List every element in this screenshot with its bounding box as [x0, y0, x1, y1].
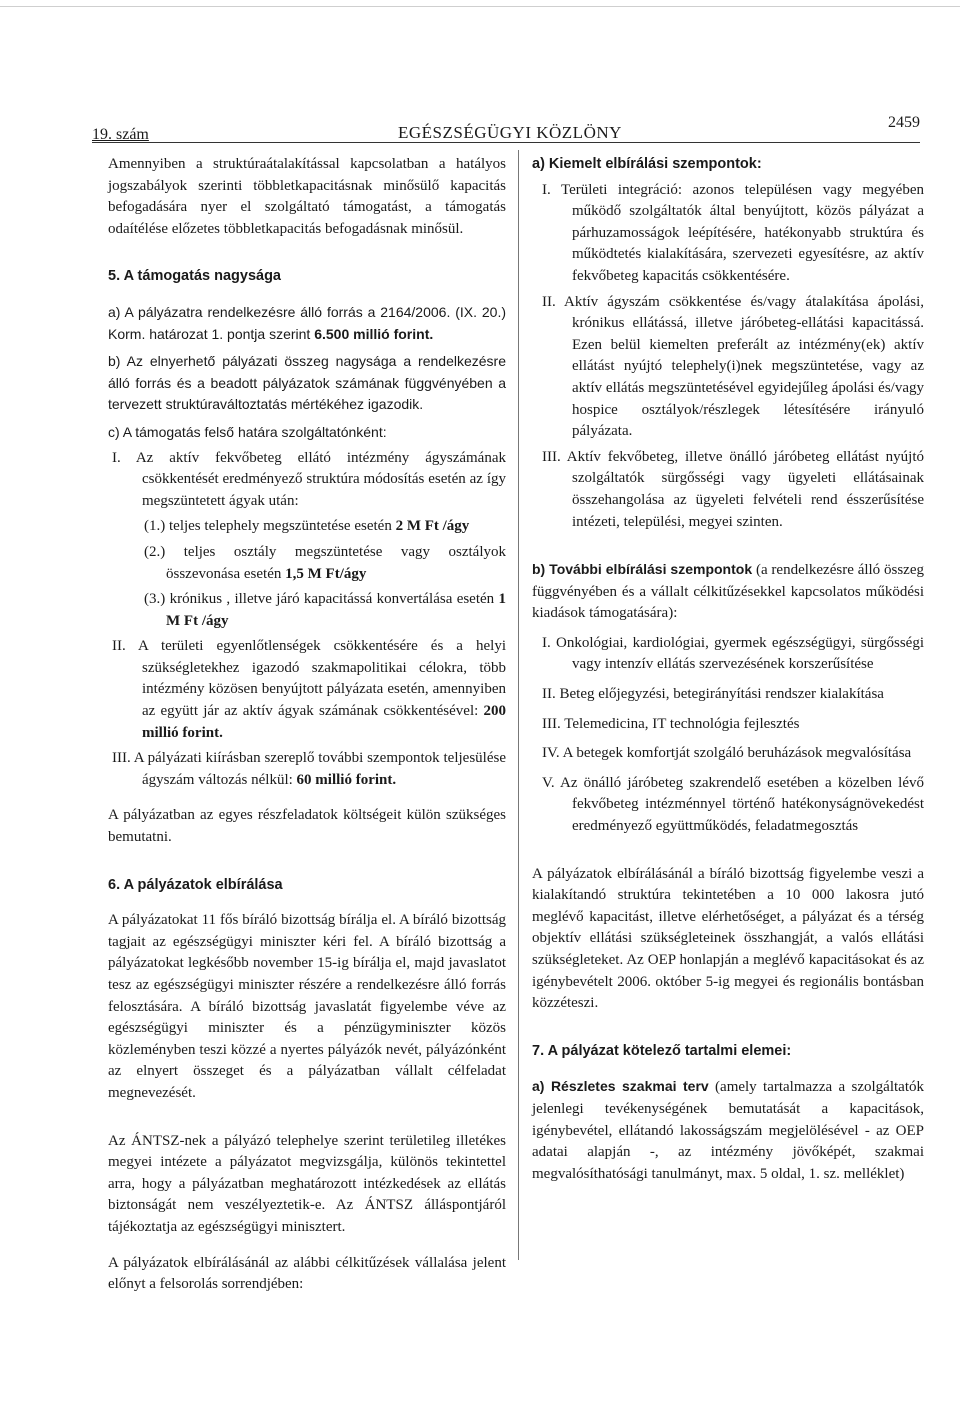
section-7a-text: (amely tartalmazza a szolgáltatók jelenlegi tevékenységének bemutatását a kapacitások, igénybevétel, ellátandó lakosságszám megjelölésével - az OEP adatai alapján -, az intézmény jövőképét, szakmai megvalósíthatósági tanulmányt, max. 5 oldal, 1. sz. melléklet)	[532, 1079, 924, 1182]
left-column	[108, 154, 506, 1296]
limit-item-3-amount: 60 millió forint.	[296, 771, 397, 788]
limit-item-2-amount: 200 millió forint.	[142, 703, 506, 741]
section-7a	[532, 1076, 924, 1185]
section-5a	[108, 302, 506, 345]
page-header	[92, 112, 920, 143]
section-5a-text: a) A pályázatra rendelkezésre álló forrás a 2164/2006. (IX. 20.) Korm. határozat 1. pontja szerint	[108, 303, 506, 342]
intro-paragraph: Amennyiben a struktúraátalakítással kapcsolatban a hatályos jogszabályok szerinti többletkapacitásnak minősülő kapacitás befogadására nyer el szolgáltató támogatást, a támogatás odaítélése előzetes többletkapacitás befogadásnak minősül.	[108, 156, 506, 237]
further-criterion-4: IV. A betegek komfortját szolgáló beruházások megvalósítása	[542, 745, 912, 762]
section-7a-title: a) Részletes szakmai terv	[532, 1078, 709, 1095]
scan-artifact-line	[0, 6, 960, 7]
limit-item-1-3-text: (3.) krónikus , illetve járó kapacitássá konvertálása esetén	[144, 591, 499, 608]
limit-item-1-1-text: (1.) teljes telephely megszüntetése esetén	[144, 518, 396, 535]
section-7-title: 7. A pályázat kötelező tartalmi elemei:	[532, 1042, 792, 1059]
limit-item-1-1	[108, 516, 506, 538]
limit-item-1: I. Az aktív fekvőbeteg ellátó intézmény ágyszámának csökkentését eredményező struktúra módosítás esetén az így megszüntetett ágyak után:	[112, 449, 506, 509]
section-5a-amount: 6.500 millió forint.	[314, 325, 434, 342]
section-6-title: 6. A pályázatok elbírálása	[108, 876, 283, 893]
section-6-paragraph-1: A pályázatokat 11 fős bíráló bizottság bírálja el. A bíráló bizottság tagjait az egészségügyi miniszter kéri fel. A bíráló bizottság a pályázatokat legkésőbb november 15-ig bírálja el, majd javaslatot tesz az egészségügyi miniszter részére a rendelkezésre álló forrás felosztására. A bíráló bizottság javaslatát figyelembe véve az egészségügyi miniszter és a pénzügyminiszter közös közleményben teszi közzé a nyertes pályázók nevét, pályázónként az elnyert összeget és a pályázatban vállalt célfeladat megnevezését.	[108, 912, 506, 1101]
limit-item-2	[108, 636, 506, 744]
limit-item-1-3-amount: 1 M Ft /ágy	[166, 591, 506, 629]
limit-item-3	[108, 748, 506, 791]
section-5b: b) Az elnyerhető pályázati összeg nagysága a rendelkezésre álló forrás és a beadott pályázatok számának függvényében a tervezett struktúraváltoztatás mértékéhez igazodik.	[108, 353, 506, 413]
further-criteria-intro	[532, 559, 924, 625]
limit-item-3-text: III. A pályázati kiírásban szereplő további szempontok teljesülése ágyszám változás nélkül:	[112, 750, 506, 788]
further-criterion-1: I. Onkológiai, kardiológiai, gyermek egészségügyi, sürgősségi vagy intenzív ellátás szervezésének korszerűsítése	[542, 634, 924, 673]
journal-title: EGÉSZSÉGÜGYI KÖZLÖNY	[398, 123, 622, 142]
page-number: 2459	[888, 114, 920, 131]
priority-criterion-3: III. Aktív fekvőbeteg, illetve önálló járóbeteg ellátást nyújtó szolgáltatók sürgősségi vagy ügyeleti ellátásainak összehangolása az ügyeleti felvételi rend ésszerűsítése intézeti, települési, megyei szinten.	[542, 448, 924, 530]
priority-criteria-title: a) Kiemelt elbírálási szempontok:	[532, 156, 762, 172]
limit-item-2-text: II. A területi egyenlőtlenségek csökkentésére és a helyi szükségletekhez igazodó szakmapolitikai célokra, több intézmény közösen benyújtott pályázata esetén, amennyiben az együtt jár az aktív ágyak számának csökkentésével:	[112, 638, 506, 720]
column-divider	[518, 150, 519, 1260]
section-5-title: 5. A támogatás nagysága	[108, 268, 281, 285]
section-6-paragraph-3: A pályázatok elbírálásánál az alábbi célkitűzések vállalása jelent előnyt a felsorolás sorrendjében:	[108, 1254, 506, 1293]
priority-criterion-1: I. Területi integráció: azonos településen vagy megyében működő szolgáltatók által benyújtott, közös pályázat a párhuzamosságok leépítésére, hatékonyabb struktúra és működtetés kialakítására, szervezeti egyesítésre, az aktív fekvőbeteg kapacitás csökkentésére.	[542, 181, 924, 284]
right-column	[532, 154, 924, 1185]
evaluation-oep-paragraph: A pályázatok elbírálásánál a bíráló bizottság figyelembe veszi a kialakítandó struktúra tekintetében a 10 000 lakosra jutó meglévő kapacitást, illetve elérhetőséget, a pályázat és a térség objektív ellátási szükségleteinek összhangját, a valós ellátási szükségleteket. Az OEP honlapján a meglévő kapacitásokat és az igénybevételt 2006. október 5-ig megyei és regionális bontásban közzéteszi.	[532, 865, 924, 1012]
further-criterion-5: V. Az önálló járóbeteg szakrendelő esetében a közelben lévő fekvőbeteg intézménnyel történő hatékonyságnövekedést eredményező együttműködés, feladatmegosztás	[542, 774, 924, 835]
section-6-paragraph-2: Az ÁNTSZ-nek a pályázó telephelye szerint területileg illetékes megyei intézete a pályázatot megvizsgálja, különös tekintettel arra, hogy a pályázatban meghatározott intézkedések az ellátás biztonságát nem veszélyeztetik-e. Az ÁNTSZ álláspontjáról tájékoztatja az egészségügyi minisztert.	[108, 1132, 506, 1235]
issue-number: 19. szám	[92, 126, 149, 143]
section-5c: c) A támogatás felső határa szolgáltatónként:	[108, 423, 387, 440]
priority-criterion-2: II. Aktív ágyszám csökkentése és/vagy átalakítása ápolási, krónikus ellátássá, illetve járóbeteg-ellátási kapacitássá. Ezen belül kiemelten preferált az intézmény(ek) aktív ellátást nyújtó telephely(i)nek megszüntetése, vagy az aktív ellátás megszüntetésével egyidejűleg ápolási és/vagy hospice osztályok/részlegek létesítésére irányuló pályázata.	[542, 293, 924, 440]
further-criteria-note: (a rendelkezésre álló összeg függvényében és a vállalt célkitűzésekkel kapcsolatos működési kiadások támogatására):	[532, 562, 924, 622]
limit-item-1-3	[108, 589, 506, 632]
section-5-closing: A pályázatban az egyes részfeladatok költségeit külön szükséges bemutatni.	[108, 807, 506, 846]
limit-item-1-2	[108, 542, 506, 585]
limit-item-1-2-amount: 1,5 M Ft/ágy	[285, 565, 367, 582]
limit-item-1-1-amount: 2 M Ft /ágy	[395, 518, 470, 535]
further-criterion-2: II. Beteg előjegyzési, betegirányítási rendszer kialakítása	[542, 686, 884, 703]
limit-item-1-2-text: (2.) teljes osztály megszüntetése vagy osztályok összevonása esetén	[144, 543, 506, 582]
further-criteria-title: b) További elbírálási szempontok	[532, 561, 753, 578]
further-criterion-3: III. Telemedicina, IT technológia fejlesztés	[542, 715, 800, 732]
